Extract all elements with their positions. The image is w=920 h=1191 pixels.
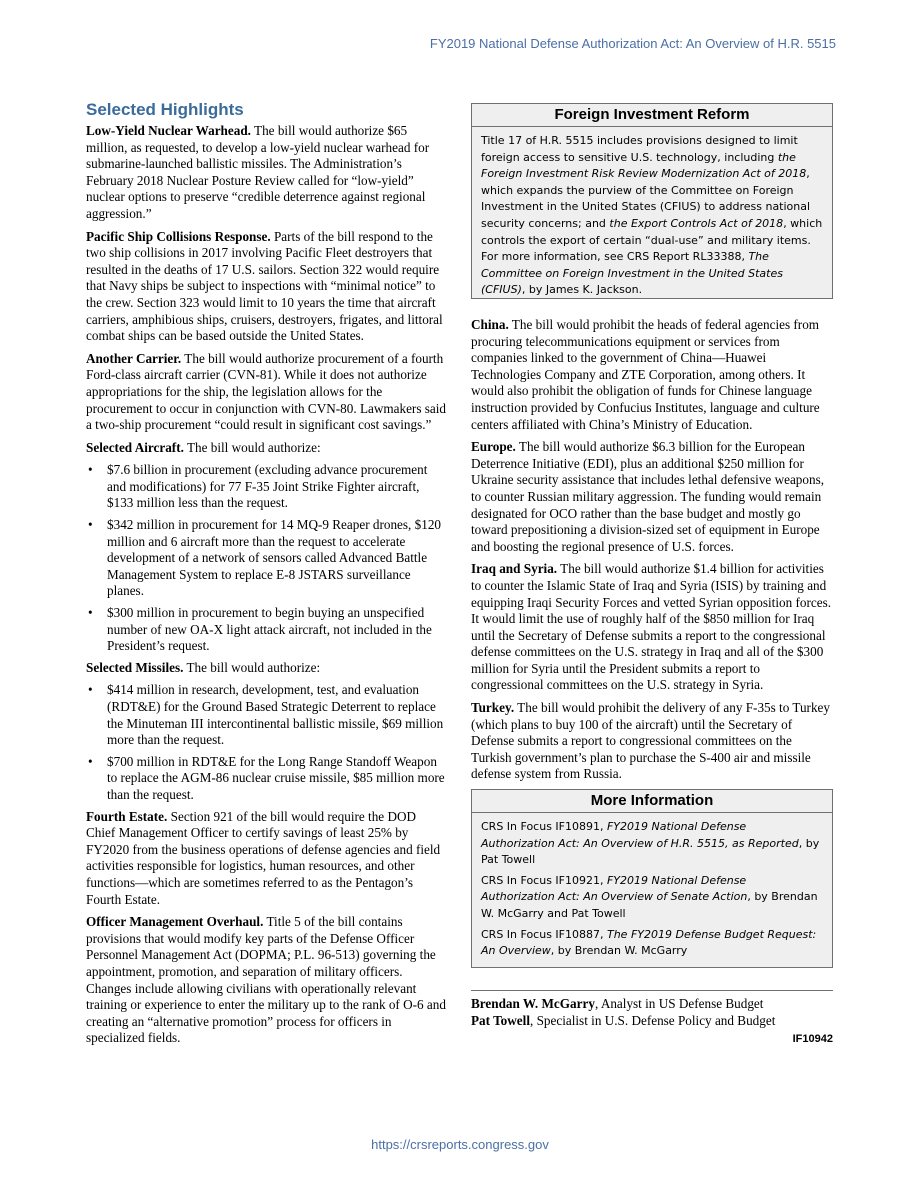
author-line: Pat Towell, Specialist in U.S. Defense Policy and Budget [471,1012,776,1028]
list-item: • $300 million in procurement to begin buying an unspecified number of new OA-X light attack aircraft, not included in the President’s request. [86,605,448,655]
paragraph-nuclear: Low-Yield Nuclear Warhead. The bill would authorize $65 million, as requested, to develop a low-yield nuclear warhead for submarine-launched ballistic missiles. The Administration’s February 2018 Nuclear Posture Review called for “low-yield” nuclear options to preserve “credible deterrence against regional aggression.” [86,123,430,221]
paragraph-iraq-syria: Iraq and Syria. The bill would authorize $1.4 billion for activities to counter the Islamic State of Iraq and Syria (ISIS) by training and equipping Iraqi Security Forces and vetted Syrian opposition forces. It would limit the use of roughly half of the $850 million for Iraq until the Secretary of Defense submits a report to the congressional defense committees on the U.S. strategy in Iraq and all of the $300 million for Syria until the President submits a report to congressional committees on the U.S. strategy in Syria. [471,561,832,693]
lead-iraq-syria: Iraq and Syria. [471,561,558,577]
lead-turkey: Turkey. [471,700,515,716]
paragraph-china: China. The bill would prohibit the heads of federal agencies from procuring telecommunications equipment or services from companies linked to the government of China—Huawei Technologies Company and ZTE Corporation, among others. It would also prohibit the obligation of funds for Chinese language instruction provided by Confucius Institutes, language and culture centers affiliated with China’s Ministry of Education. [471,317,820,432]
lead-aircraft: Selected Aircraft. [86,439,184,455]
document-id: IF10942 [792,1032,833,1045]
lead-missiles: Selected Missiles. [86,659,184,675]
author-line: Brendan W. McGarry, Analyst in US Defense Budget [471,995,764,1011]
paragraph-turkey: Turkey. The bill would prohibit the delivery of any F-35s to Turkey (which plans to buy 100 of the aircraft) until the Secretary of Defense submits a report to congressional committees on the Turkish government’s plan to purchase the S-400 air and missile defense system from Russia. [471,700,830,782]
paragraph-pacific: Pacific Ship Collisions Response. Parts of the bill respond to the two ship collisions in 2017 involving Pacific Fleet destroyers that resulted in the deaths of 17 U.S. sailors. Section 322 would require that Navy ships be subject to inspections with “minimal notice” to the crew. Section 323 would limit to 10 years the time that aircraft carriers, amphibious ships, cruisers, destroyers, frigates, and littoral combat ships can be based outside the United States. [86,228,443,344]
paragraph-aircraft: Selected Aircraft. The bill would authorize: [86,439,321,455]
right-column [471,103,833,1045]
aircraft-list [86,462,448,655]
paragraph-officer: Officer Management Overhaul. Title 5 of the bill contains provisions that would modify key parts of the Defense Officer Personnel Management Act (DOPMA; P.L. 96-513) governing the appointment, promotion, and separation of military officers. Changes include allowing civilians with operationally relevant training or experience to enter the military up to the rank of O-6 and creating an “alternative promotion” process for officers in specialized fields. [86,914,446,1046]
box-title: More Information [472,790,832,813]
reference-item: CRS In Focus IF10887, The FY2019 Defense Budget Request: An Overview, by Brendan W. McGarry [481,927,817,958]
paragraph-carrier: Another Carrier. The bill would authorize procurement of a fourth Ford-class aircraft carrier (CVN-81). While it does not authorize appropriations for the ship, the legislation allows for the procurement to occur in conjunction with CVN-80. Lawmakers said a two-ship procurement “could result in significant cost savings.” [86,350,446,433]
lead-nuclear: Low-Yield Nuclear Warhead. [86,123,251,138]
lead-carrier: Another Carrier. [86,350,182,366]
divider [471,990,833,991]
lead-fourth-estate: Fourth Estate. [86,808,168,824]
lead-europe: Europe. [471,439,516,455]
box-title: Foreign Investment Reform [472,104,832,127]
list-item: • $7.6 billion in procurement (excluding advance procurement and modifications) for 77 F-35 Joint Strike Fighter aircraft, $133 million less than the request. [86,462,448,512]
paragraph-europe: Europe. The bill would authorize $6.3 billion for the European Deterrence Initiative (EDI), plus an additional $250 million for Ukraine security assistance that includes lethal defensive weapons, to counter Russian military aggression. The funding would remain designated for OCO rather than the base budget and mostly go toward prepositioning a division-sized set of equipment in Europe and boosting the regional presence of U.S. forces. [471,439,825,554]
lead-officer: Officer Management Overhaul. [86,914,264,930]
paragraph-missiles: Selected Missiles. The bill would authorize: [86,659,321,675]
list-item: • $414 million in research, development, test, and evaluation (RDT&E) for the Ground Based Strategic Deterrent to replace the Minuteman III intercontinental ballistic missile, $69 million more than the request. [86,682,448,748]
reference-item: CRS In Focus IF10921, FY2019 National Defense Authorization Act: An Overview of Senate Action, by Brendan W. McGarry and Pat Towell [481,873,818,920]
left-column [86,100,448,1053]
list-item: • $342 million in procurement for 14 MQ-9 Reaper drones, $120 million and 6 aircraft more than the request to accelerate development of a network of sensors called Advanced Battle Management System to replace E-8 JSTARS surveillance planes. [86,517,448,600]
list-item: • $700 million in RDT&E for the Long Range Standoff Weapon to replace the AGM-86 nuclear cruise missile, $85 million more than the request. [86,754,448,804]
reference-item: CRS In Focus IF10891, FY2019 National Defense Authorization Act: An Overview of H.R. 5515, as Reported, by Pat Towell [481,820,820,867]
more-information-box [471,789,833,968]
lead-china: China. [471,317,509,332]
paragraph-fourth-estate: Fourth Estate. Section 921 of the bill would require the DOD Chief Management Officer to certify savings of least 25% by FY2020 from the business operations of defense agencies and field activities responsible for logistics, human resources, and other functions—which are sometimes referred to as the Pentagon’s Fourth Estate. [86,808,441,907]
foreign-investment-box [471,103,833,299]
section-heading: Selected Highlights [86,100,244,119]
footer-url-link[interactable]: https://crsreports.congress.gov [371,1137,549,1152]
lead-pacific: Pacific Ship Collisions Response. [86,228,271,244]
running-header: FY2019 National Defense Authorization Act: An Overview of H.R. 5515 [429,36,836,51]
missiles-list [86,682,448,803]
box-body: Title 17 of H.R. 5515 includes provisions designed to limit foreign access to sensitive U.S. technology, including the Foreign Investment Risk Review Modernization Act of 2018, which expands the purview of the Committee on Foreign Investment in the United States (CFIUS) to address national security concerns; and the Export Controls Act of 2018, which controls the export of certain “dual-use” and military items. For more information, see CRS Report RL33388, The Committee on Foreign Investment in the United States (CFIUS), by James K. Jackson. [481,134,823,297]
